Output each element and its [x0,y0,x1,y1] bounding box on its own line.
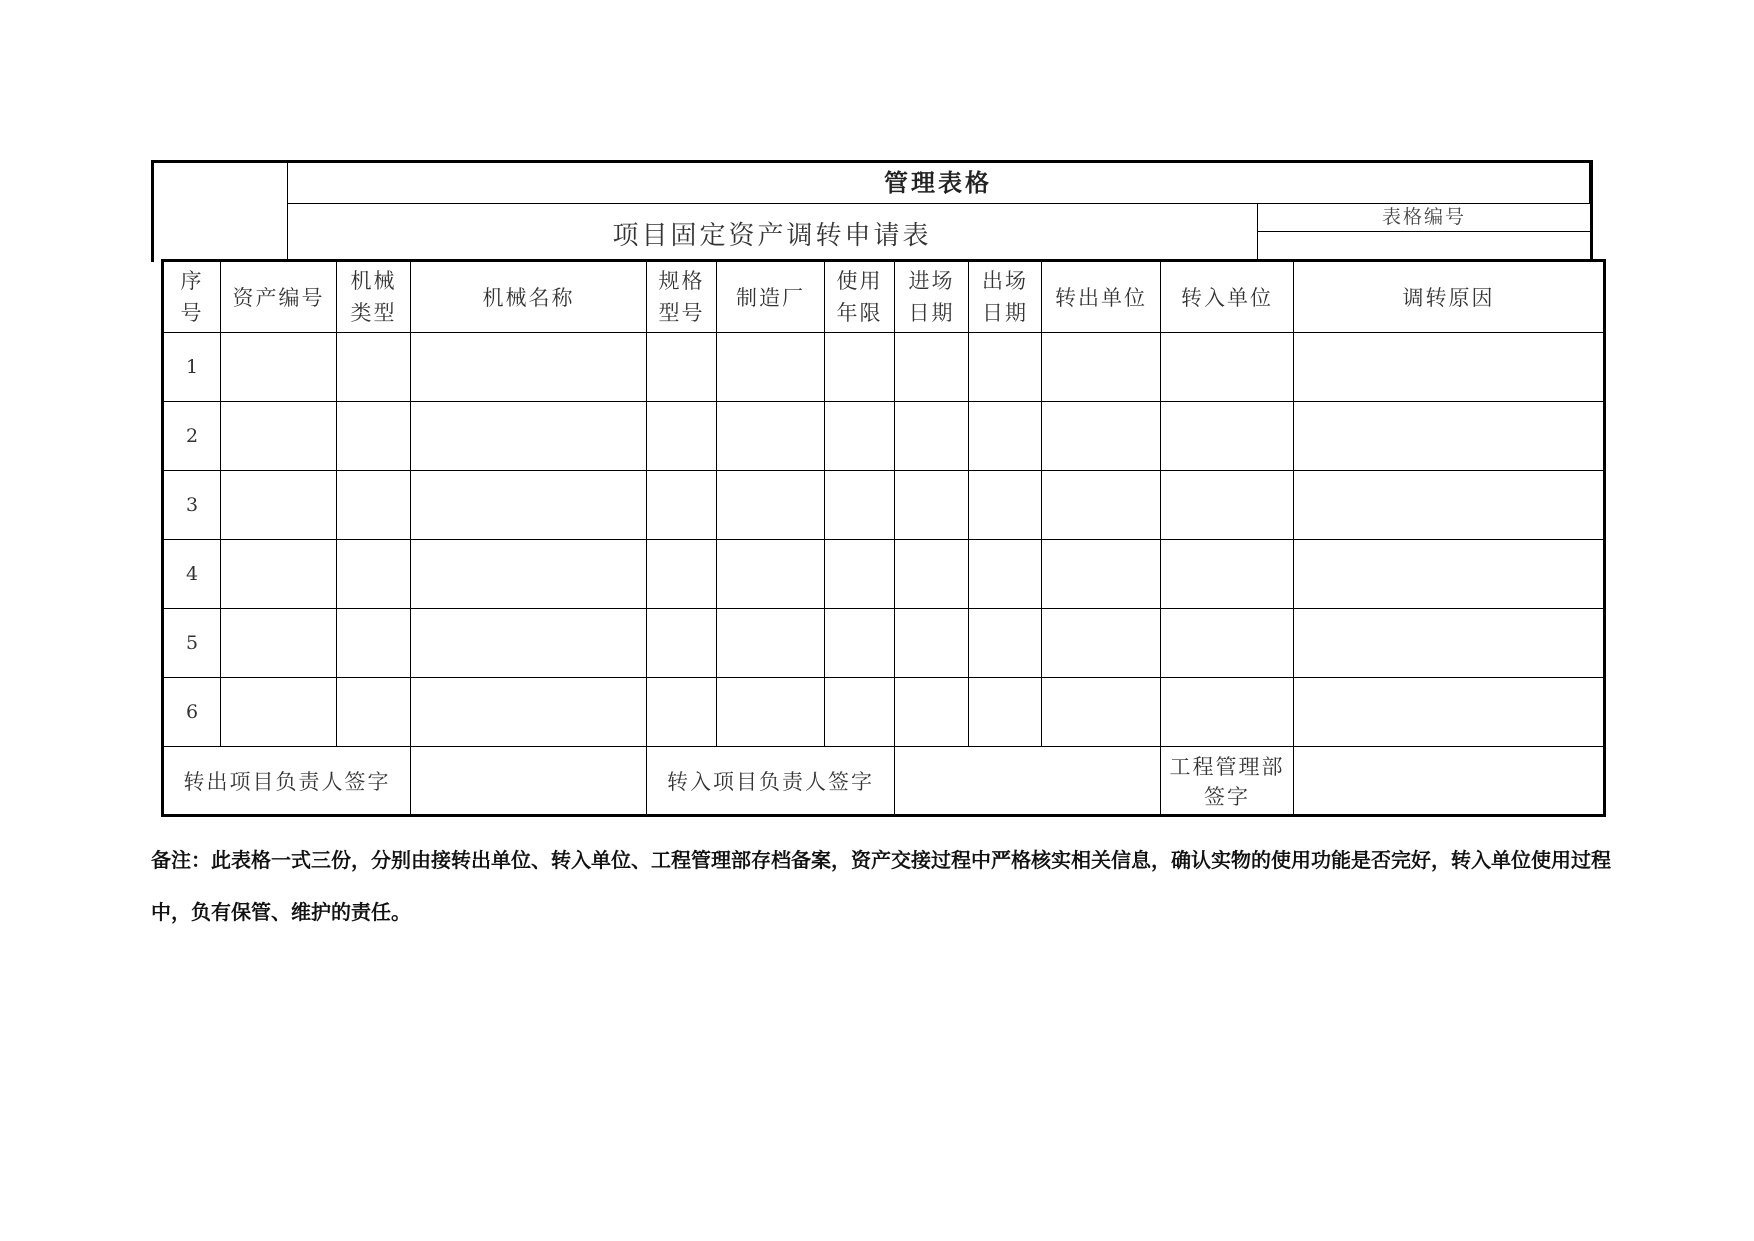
table-cell[interactable] [221,540,337,609]
logo-cell [154,163,288,262]
table-cell[interactable] [717,540,825,609]
remarks-note: 备注：此表格一式三份，分别由接转出单位、转入单位、工程管理部存档备案，资产交接过程中严格核实相关信息，确认实物的使用功能是否完好，转入单位使用过程中，负有保管、维护的责任。 [151,848,1611,924]
table-cell[interactable] [1294,471,1605,540]
col-header-seq-label: 序 号 [180,269,204,325]
table-cell[interactable] [411,540,647,609]
table-cell[interactable] [717,609,825,678]
table-cell[interactable] [895,471,969,540]
table-cell[interactable] [221,333,337,402]
transfer-out-signature-label: 转出项目负责人签字 [163,747,411,816]
col-header-transfer-out-unit: 转出单位 [1042,261,1161,333]
col-header-machine-name: 机械名称 [411,261,647,333]
table-cell[interactable] [825,678,895,747]
table-cell[interactable] [221,609,337,678]
col-header-exit-date-label: 出场 日期 [982,269,1028,325]
table-cell[interactable] [337,471,411,540]
row-seq-number: 6 [163,678,221,747]
col-header-manufacturer: 制造厂 [717,261,825,333]
table-cell[interactable] [717,678,825,747]
table-cell[interactable] [411,333,647,402]
col-header-machine-type [337,261,411,333]
table-cell[interactable] [221,402,337,471]
form-header [151,160,1593,262]
transfer-in-signature-label: 转入项目负责人签字 [647,747,895,816]
col-header-transfer-in-unit: 转入单位 [1161,261,1294,333]
table-cell[interactable] [969,333,1042,402]
table-cell[interactable] [825,609,895,678]
table-cell[interactable] [1161,678,1294,747]
table-cell[interactable] [1161,402,1294,471]
table-body [163,333,1605,747]
table-cell[interactable] [1294,402,1605,471]
transfer-in-signature-field[interactable] [895,747,1161,816]
col-header-spec-model [647,261,717,333]
table-cell[interactable] [895,402,969,471]
table-row [163,402,1605,471]
table-row [163,333,1605,402]
table-cell[interactable] [647,333,717,402]
table-cell[interactable] [825,471,895,540]
table-cell[interactable] [337,609,411,678]
table-cell[interactable] [1042,678,1161,747]
table-cell[interactable] [647,678,717,747]
table-cell[interactable] [1294,609,1605,678]
table-cell[interactable] [337,402,411,471]
table-cell[interactable] [1042,333,1161,402]
dept-signature-label: 工程管理部签字 [1161,747,1294,816]
table-cell[interactable] [895,678,969,747]
col-header-transfer-reason: 调转原因 [1294,261,1605,333]
dept-signature-field[interactable] [1294,747,1605,816]
table-cell[interactable] [717,471,825,540]
table-cell[interactable] [337,333,411,402]
table-cell[interactable] [969,609,1042,678]
col-header-spec-model-label: 规格 型号 [658,269,705,325]
table-cell[interactable] [895,540,969,609]
table-cell[interactable] [895,333,969,402]
table-cell[interactable] [1294,678,1605,747]
table-cell[interactable] [647,402,717,471]
table-cell[interactable] [337,678,411,747]
table-cell[interactable] [825,540,895,609]
col-header-service-life-label: 使用 年限 [836,269,883,325]
table-cell[interactable] [717,402,825,471]
col-header-entry-date [895,261,969,333]
band-title: 管理表格 [287,163,1590,204]
table-cell[interactable] [1042,609,1161,678]
table-cell[interactable] [969,471,1042,540]
table-cell[interactable] [969,678,1042,747]
col-header-asset-no: 资产编号 [221,261,337,333]
column-header-row [163,261,1605,333]
table-cell[interactable] [337,540,411,609]
table-cell[interactable] [1042,402,1161,471]
table-cell[interactable] [895,609,969,678]
col-header-seq [163,261,221,333]
transfer-out-signature-field[interactable] [411,747,647,816]
table-cell[interactable] [411,471,647,540]
table-cell[interactable] [411,678,647,747]
col-header-exit-date [969,261,1042,333]
table-cell[interactable] [969,402,1042,471]
table-cell[interactable] [1042,540,1161,609]
table-cell[interactable] [1161,609,1294,678]
table-row [163,471,1605,540]
table-cell[interactable] [647,540,717,609]
table-row [163,609,1605,678]
row-seq-number: 2 [163,402,221,471]
table-cell[interactable] [411,609,647,678]
table-cell[interactable] [717,333,825,402]
table-cell[interactable] [647,471,717,540]
asset-transfer-table [161,259,1606,817]
col-header-service-life [825,261,895,333]
col-header-entry-date-label: 进场 日期 [908,269,955,325]
table-cell[interactable] [1161,333,1294,402]
table-cell[interactable] [825,402,895,471]
table-cell[interactable] [411,402,647,471]
row-seq-number: 4 [163,540,221,609]
form-code-label: 表格编号 [1258,204,1590,232]
table-cell[interactable] [1161,540,1294,609]
row-seq-number: 1 [163,333,221,402]
table-cell[interactable] [221,471,337,540]
table-cell[interactable] [1294,540,1605,609]
row-seq-number: 3 [163,471,221,540]
form-title: 项目固定资产调转申请表 [287,204,1258,262]
table-cell[interactable] [1042,471,1161,540]
table-row [163,540,1605,609]
table-cell[interactable] [969,540,1042,609]
table-cell[interactable] [647,609,717,678]
table-cell[interactable] [221,678,337,747]
col-header-machine-type-label: 机械 类型 [350,269,397,325]
table-row [163,678,1605,747]
table-cell[interactable] [1294,333,1605,402]
table-cell[interactable] [825,333,895,402]
row-seq-number: 5 [163,609,221,678]
table-cell[interactable] [1161,471,1294,540]
signature-row [163,747,1605,816]
